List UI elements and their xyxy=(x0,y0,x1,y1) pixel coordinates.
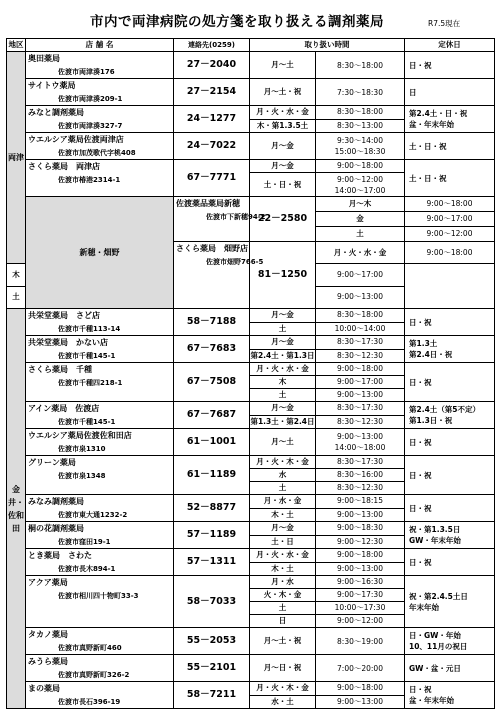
open-days: 木・土 xyxy=(250,508,316,522)
open-hours: 9:00～18:00 xyxy=(316,682,405,696)
pharmacy-address: 佐渡市千種145-1 xyxy=(58,418,116,426)
pharmacy-cell xyxy=(26,52,174,79)
phone-number: 24－1277 xyxy=(174,106,250,133)
table-row xyxy=(7,522,495,536)
pharmacy-cell xyxy=(26,309,174,336)
open-days: 金 xyxy=(316,212,405,227)
pharmacy-name: アイン薬局 佐渡店 xyxy=(28,404,100,413)
pharmacy-address: 佐渡市千種145-1 xyxy=(58,352,116,360)
phone-number: 61－1189 xyxy=(174,456,250,495)
pharmacy-address: 佐渡市相川四十物町33-3 xyxy=(58,592,139,600)
open-days: 月～土・祝 xyxy=(250,79,316,106)
pharmacy-cell xyxy=(26,336,174,363)
table-row xyxy=(7,197,495,212)
pharmacy-address: 佐渡市真野新町326-2 xyxy=(58,671,130,679)
phone-number: 55－2101 xyxy=(174,655,250,682)
pharmacy-name: 佐渡薬品薬局新穂 xyxy=(176,199,240,208)
phone-number: 57－1189 xyxy=(174,522,250,549)
pharmacy-cell xyxy=(26,106,174,133)
open-hours: 9:00～18:00 xyxy=(316,549,405,563)
open-days: 土 xyxy=(316,227,405,242)
holiday-cell: 日・祝 xyxy=(405,456,495,495)
open-days: 月～土 xyxy=(250,52,316,79)
holiday-cell: 第2.4土・日・祝 盆・年末年始 xyxy=(405,106,495,133)
pharmacy-name: 奥田薬局 xyxy=(28,54,60,63)
table-row xyxy=(7,402,495,416)
open-hours: 9:00～16:30 xyxy=(316,576,405,589)
open-days: 月～金 xyxy=(250,336,316,350)
open-hours: 10:00～14:00 xyxy=(316,322,405,336)
open-days: 日 xyxy=(250,615,316,628)
table-row xyxy=(7,682,495,696)
open-hours: 8:30～12:30 xyxy=(316,482,405,495)
pharmacy-name: とき薬局 さわた xyxy=(28,551,92,560)
pharmacy-name: ウエルシア薬局佐渡両津店 xyxy=(28,135,124,144)
open-days: 木 xyxy=(250,376,316,389)
holiday-cell: 日 xyxy=(405,79,495,106)
pharmacy-cell xyxy=(26,402,174,429)
open-hours: 9:00～12:00 xyxy=(405,227,495,242)
open-hours: 7:30～18:30 xyxy=(316,79,405,106)
region-cell: 両津 xyxy=(7,52,26,264)
page-title: 市内で両津病院の処方箋を取り扱える調剤薬局 xyxy=(90,14,384,30)
pharmacy-address: 佐渡市下新穂94-2 xyxy=(206,213,266,221)
table-row xyxy=(7,429,495,456)
open-hours: 9:00～13:00 xyxy=(316,286,405,308)
holiday-cell: 日・祝 xyxy=(405,363,495,402)
header-hours: 取り扱い時間 xyxy=(250,39,405,52)
open-days: 月・火・水・金 xyxy=(250,363,316,376)
table-row xyxy=(7,106,495,120)
open-hours: 9:00～13:00 xyxy=(316,562,405,576)
open-hours: 9:00～18:30 xyxy=(316,522,405,536)
open-hours: 8:30～12:30 xyxy=(316,415,405,429)
open-hours: 8:30～18:00 xyxy=(316,52,405,79)
pharmacy-name: アクア薬局 xyxy=(28,578,68,587)
open-days: 月～土・祝 xyxy=(250,628,316,655)
pharmacy-name: さくら薬局 両津店 xyxy=(28,162,100,171)
pharmacy-cell xyxy=(26,160,174,197)
pharmacy-address: 佐渡市長木894-1 xyxy=(58,565,116,573)
open-hours: 9:00～17:30 xyxy=(316,589,405,602)
pharmacy-name: 共栄堂薬局 さど店 xyxy=(28,311,100,320)
pharmacy-address: 佐渡市窪田19-1 xyxy=(58,538,111,546)
table-row xyxy=(7,309,495,323)
pharmacy-name: グリーン薬局 xyxy=(28,458,76,467)
pharmacy-cell xyxy=(26,522,174,549)
pharmacy-cell xyxy=(26,133,174,160)
pharmacy-name: まの薬局 xyxy=(28,684,60,693)
phone-number: 61－1001 xyxy=(174,429,250,456)
open-hours: 9:00～13:00 xyxy=(316,508,405,522)
open-hours: 9:00～18:00 xyxy=(405,242,495,264)
open-days: 月・水・金 xyxy=(250,495,316,509)
open-days: 月～日・祝 xyxy=(250,655,316,682)
phone-number: 52－8877 xyxy=(174,495,250,522)
open-hours: 8:30～18:00 xyxy=(316,106,405,120)
pharmacy-name: 桐の花調剤薬局 xyxy=(28,524,84,533)
open-hours: 9:00～12:30 xyxy=(316,535,405,549)
open-days: 月～金 xyxy=(250,309,316,323)
table-row xyxy=(7,79,495,106)
pharmacy-address: 佐渡市両津湊176 xyxy=(58,68,115,76)
table-row xyxy=(7,52,495,79)
open-days: 土 xyxy=(250,322,316,336)
pharmacy-name: みうら薬局 xyxy=(28,657,68,666)
pharmacy-cell xyxy=(26,655,174,682)
table-row xyxy=(7,456,495,469)
open-hours: 8:30～12:30 xyxy=(316,349,405,363)
pharmacy-cell xyxy=(26,628,174,655)
pharmacy-address: 佐渡市両津湊209-1 xyxy=(58,95,123,103)
open-days: 月・火・水・金 xyxy=(250,106,316,120)
pharmacy-name: みなと調剤薬局 xyxy=(28,108,84,117)
header-region: 地区 xyxy=(7,39,26,52)
open-days: 月～金 xyxy=(250,522,316,536)
open-days: 土・日 xyxy=(250,535,316,549)
pharmacy-name: さくら薬局 畑野店 xyxy=(176,244,248,253)
table-row xyxy=(7,655,495,682)
open-days: 水・土 xyxy=(250,695,316,709)
phone-number: 58－7211 xyxy=(174,682,250,709)
open-days: 月・水 xyxy=(250,576,316,589)
open-days: 土 xyxy=(250,389,316,402)
open-days: 土・日・祝 xyxy=(250,173,316,197)
pharmacy-name: みなみ調剤薬局 xyxy=(28,497,84,506)
holiday-cell: 祝・第1.3.5日 GW・年末年始 xyxy=(405,522,495,549)
pharmacy-cell xyxy=(174,242,264,309)
phone-number: 58－7033 xyxy=(174,576,250,628)
holiday-cell: 日・GW・年始 10、11月の祝日 xyxy=(405,628,495,655)
phone-number: 27－2040 xyxy=(174,52,250,79)
holiday-cell: 日・祝 盆・年末年始 xyxy=(405,682,495,709)
header-holiday: 定休日 xyxy=(405,39,495,52)
open-hours: 9:00～13:00 xyxy=(316,389,405,402)
open-days: 月～金 xyxy=(250,160,316,173)
pharmacy-address: 佐渡市真野新町460 xyxy=(58,644,122,652)
open-days: 月～金 xyxy=(250,133,316,160)
open-hours: 8:30～17:30 xyxy=(316,336,405,350)
open-hours: 9:00～13:00 14:00～18:00 xyxy=(316,429,405,456)
phone-number: 81－1250 xyxy=(250,242,316,309)
header-phone: 連絡先(0259) xyxy=(174,39,250,52)
holiday-cell: 祝・第2.4.5土日 年末年始 xyxy=(405,576,495,628)
pharmacy-address: 佐渡市両津湊327-7 xyxy=(58,122,123,130)
pharmacy-address: 佐渡市泉1348 xyxy=(58,472,106,480)
holiday-cell: 土・日・祝 xyxy=(405,160,495,197)
open-hours: 9:00～12:00 xyxy=(316,615,405,628)
open-hours: 8:30～19:00 xyxy=(316,628,405,655)
pharmacy-cell xyxy=(26,682,174,709)
as-of-date: R7.5現在 xyxy=(428,19,461,28)
open-hours: 8:30～16:00 xyxy=(316,469,405,482)
holiday-cell: 日・祝 xyxy=(405,495,495,522)
open-days: 月・火・水・金 xyxy=(316,242,405,264)
table-row xyxy=(7,628,495,655)
open-hours: 9:00～18:00 xyxy=(405,197,495,212)
pharmacy-address: 佐渡市千種113-14 xyxy=(58,325,121,333)
header-name: 店 舗 名 xyxy=(26,39,174,52)
open-days: 土 xyxy=(7,286,26,308)
open-hours: 10:00～17:30 xyxy=(316,602,405,615)
holiday-cell: 日・祝 xyxy=(405,52,495,79)
pharmacy-address: 佐渡市東大通1232-2 xyxy=(58,511,128,519)
phone-number: 67－7508 xyxy=(174,363,250,402)
open-hours: 9:30～14:00 15:00～18:30 xyxy=(316,133,405,160)
phone-number: 24－7022 xyxy=(174,133,250,160)
open-days: 木・第1.3.5土 xyxy=(250,119,316,133)
open-hours: 9:00～12:00 14:00～17:00 xyxy=(316,173,405,197)
pharmacy-cell xyxy=(174,197,266,242)
pharmacy-name: さくら薬局 千種 xyxy=(28,365,92,374)
holiday-cell: 第1.3土 第2.4日・祝 xyxy=(405,336,495,363)
open-hours: 8:30～18:00 xyxy=(316,309,405,323)
open-days: 月・火・木・金 xyxy=(250,456,316,469)
open-days: 火・木・金 xyxy=(250,589,316,602)
pharmacy-name: タカノ薬局 xyxy=(28,630,68,639)
pharmacy-cell xyxy=(26,495,174,522)
holiday-cell: 日・祝 xyxy=(405,429,495,456)
open-days: 月～土 xyxy=(250,429,316,456)
holiday-cell: GW・盆・元日 xyxy=(405,655,495,682)
pharmacy-cell xyxy=(26,79,174,106)
phone-number: 67－7687 xyxy=(174,402,250,429)
pharmacy-address: 佐渡市椿港2314-1 xyxy=(58,176,121,184)
table-row xyxy=(7,549,495,563)
open-hours: 9:00～17:00 xyxy=(405,212,495,227)
phone-number: 27－2154 xyxy=(174,79,250,106)
pharmacy-address: 佐渡市畑野766-5 xyxy=(206,258,264,266)
pharmacy-table xyxy=(6,38,495,709)
phone-number: 67－7771 xyxy=(174,160,250,197)
pharmacy-cell xyxy=(26,429,174,456)
holiday-cell: 日・祝 xyxy=(405,549,495,576)
pharmacy-address: 佐渡市長石396-19 xyxy=(58,698,121,706)
table-row xyxy=(7,363,495,376)
open-hours: 9:00～18:00 xyxy=(316,160,405,173)
phone-number: 55－2053 xyxy=(174,628,250,655)
region-cell: 金井・佐和田 xyxy=(7,309,26,709)
pharmacy-address: 佐渡市千種四218-1 xyxy=(58,379,123,387)
open-hours: 9:00～18:00 xyxy=(316,363,405,376)
phone-number: 22－2580 xyxy=(250,197,316,242)
holiday-cell: 日・祝 xyxy=(405,309,495,336)
table-row xyxy=(7,495,495,509)
pharmacy-cell xyxy=(26,456,174,495)
open-days: 水 xyxy=(250,469,316,482)
open-days: 木・土 xyxy=(250,562,316,576)
open-days: 木 xyxy=(7,264,26,286)
open-hours: 7:00～20:00 xyxy=(316,655,405,682)
table-row xyxy=(7,133,495,160)
header-row xyxy=(7,39,495,52)
open-hours: 9:00～17:00 xyxy=(316,376,405,389)
open-hours: 8:30～17:30 xyxy=(316,456,405,469)
open-hours: 9:00～18:15 xyxy=(316,495,405,509)
open-days: 月・火・水・金 xyxy=(250,549,316,563)
phone-number: 58－7188 xyxy=(174,309,250,336)
pharmacy-cell xyxy=(26,549,174,576)
open-days: 第2.4土・第1.3日 xyxy=(250,349,316,363)
holiday-cell: 第2.4土（第5不定） 第1.3日・祝 xyxy=(405,402,495,429)
pharmacy-name: サイトウ薬局 xyxy=(28,81,76,90)
holiday-cell: 土・日・祝 xyxy=(405,133,495,160)
table-row xyxy=(7,336,495,350)
pharmacy-address: 佐渡市加茂歌代字桃408 xyxy=(58,149,136,157)
open-hours: 9:00～17:00 xyxy=(316,264,405,286)
open-hours: 8:30～13:00 xyxy=(316,119,405,133)
open-days: 月～木 xyxy=(316,197,405,212)
open-days: 第1.3土・第2.4日 xyxy=(250,415,316,429)
phone-number: 67－7683 xyxy=(174,336,250,363)
open-hours: 9:00～13:00 xyxy=(316,695,405,709)
table-row xyxy=(7,576,495,589)
table-body xyxy=(7,52,495,709)
table-row xyxy=(7,160,495,173)
open-days: 月・火・木・金 xyxy=(250,682,316,696)
phone-number: 57－1311 xyxy=(174,549,250,576)
pharmacy-name: ウエルシア薬局佐渡佐和田店 xyxy=(28,431,132,440)
pharmacy-cell xyxy=(26,576,174,628)
open-days: 土 xyxy=(250,482,316,495)
open-days: 月～金 xyxy=(250,402,316,416)
pharmacy-address: 佐渡市泉1310 xyxy=(58,445,106,453)
open-hours: 8:30～17:30 xyxy=(316,402,405,416)
pharmacy-name: 共栄堂薬局 かない店 xyxy=(28,338,108,347)
pharmacy-cell xyxy=(26,363,174,402)
open-days: 土 xyxy=(250,602,316,615)
region-cell: 新穂・畑野 xyxy=(26,197,174,309)
